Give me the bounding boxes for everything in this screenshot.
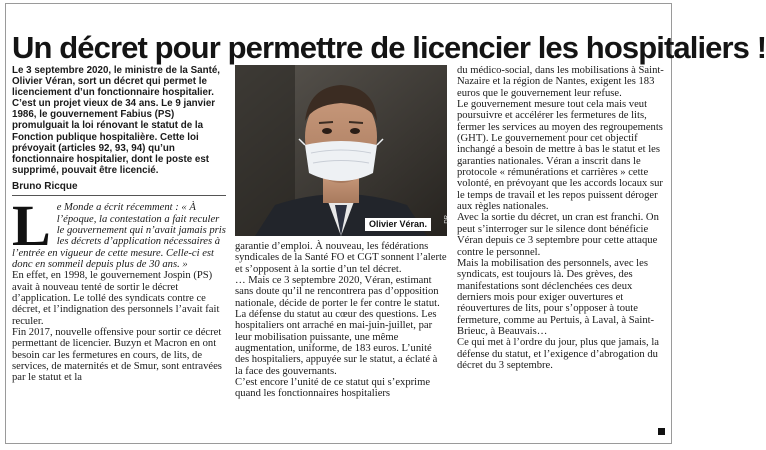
photo-olivier-veran <box>235 65 451 236</box>
paragraph: Ce qui met à l’ordre du jour, plus que jamais, la défense du statut, et l’exigence d’abrogation du décret du 3 septembre. <box>457 337 659 371</box>
portrait-illustration <box>235 65 447 236</box>
column-3 <box>457 65 667 371</box>
paragraph: Fin 2017, nouvelle offensive pour sortir ce décret permettant de licencier. Buzyn et Macron en ont besoin car les fermetures en cours, de lits, de services, de maternités et de Smur, sont entravées par le statut et la <box>12 327 222 384</box>
chapo: Le 3 septembre 2020, le ministre de la Santé, Olivier Véran, sort un décret qui permet le licenciement d’un fonctionnaire hospitalier. C’est un projet vieux de 34 ans. Le 9 janvier 1986, le gouvernement Fabius (PS) promulguait la loi rénovant le statut de la Fonction publique hospitalière. Cette loi prévoyait (articles 92, 93, 94) qu’un fonctionnaire hospitalier, dont le poste est supprimé, pouvait être licencié. <box>12 65 221 176</box>
photo-caption: Olivier Véran. <box>365 218 431 231</box>
dropcap: L <box>12 193 51 259</box>
column-1 <box>12 65 226 384</box>
paragraph: Mais la mobilisation des personnels, avec les syndicats, est toujours là. Des grèves, des manifestations sont déclenchées ces deux derniers mois pour exiger ouvertures et réouvertures de lits, pour s’opposer à toute fermeture, comme au Pertuis, à Laval, à Saint-Brieuc, à Beauvais… <box>457 257 655 337</box>
paragraph: … Mais ce 3 septembre 2020, Véran, estimant sans doute qu’il ne rencontrera pas d’opposition nationale, décide de porter le fer contre le statut. <box>235 275 440 309</box>
paragraph: Avec la sortie du décret, un cran est franchi. On peut s’interroger sur le silence dont bénéficie Véran depuis ce 3 septembre pour cette attaque contre le personnel. <box>457 212 659 258</box>
paragraph: En effet, en 1998, le gouvernement Jospin (PS) avait à nouveau tenté de sortir le décret d’application. Le tollé des syndicats contre ce décret, et l’indignation des personnels l’avait fait reculer. <box>12 270 220 327</box>
paragraph: C’est encore l’unité de ce statut qui s’exprime quand les fonctionnaires hospitaliers <box>235 377 431 400</box>
paragraph: garantie d’emploi. À nouveau, les fédérations syndicales de la Santé FO et CGT sonnent l’alerte et s’opposent à la sortie d’un tel décret. <box>235 241 447 275</box>
paragraph: Le gouvernement mesure tout cela mais veut poursuivre et accélérer les fermetures de lits, fermer les services au moyen des regroupements (GHT). Le gouvernement pour cet objectif inchangé a besoin de mettre à bas le statut et les garanties nationales. Véran a inscrit dans le protocole « rémunérations et carrières » cette volonté, en prévoyant que les accords locaux sur le temps de travail et les repos puissent déroger aux règles nationales. <box>457 99 663 213</box>
paragraph: du médico-social, dans les mobilisations à Saint-Nazaire et la région de Nantes, exigent les 183 euros que le gouvernement leur refuse. <box>457 65 664 99</box>
column-2 <box>235 241 447 400</box>
byline: Bruno Ricque <box>12 181 226 196</box>
paragraph <box>12 193 226 270</box>
newspaper-name: e Monde <box>56 202 94 214</box>
headline: Un décret pour permettre de licencier les hospitaliers ! <box>12 29 766 65</box>
photo-credit: DR <box>445 215 451 224</box>
paragraph: La défense du statut au cœur des questions. Les hospitaliers ont arraché en mai-juin-juillet, par leur mobilisation puissante, une même augmentation, uniforme, de 183 euros. L’unité des hospitaliers, appuyée sur le statut, a éclaté à la face des gouvernants. <box>235 309 438 377</box>
article-page <box>5 3 766 444</box>
quote-text: a écrit récemment : « À l’époque, la contestation a fait reculer le gouvernement qui n’avait jamais pris les décrets d’application nécessaires à l’entrée en vigueur de cette mesure. Celle-ci est donc en sommeil depuis plus de 30 ans. » <box>12 202 226 270</box>
end-of-article-mark <box>658 428 665 435</box>
